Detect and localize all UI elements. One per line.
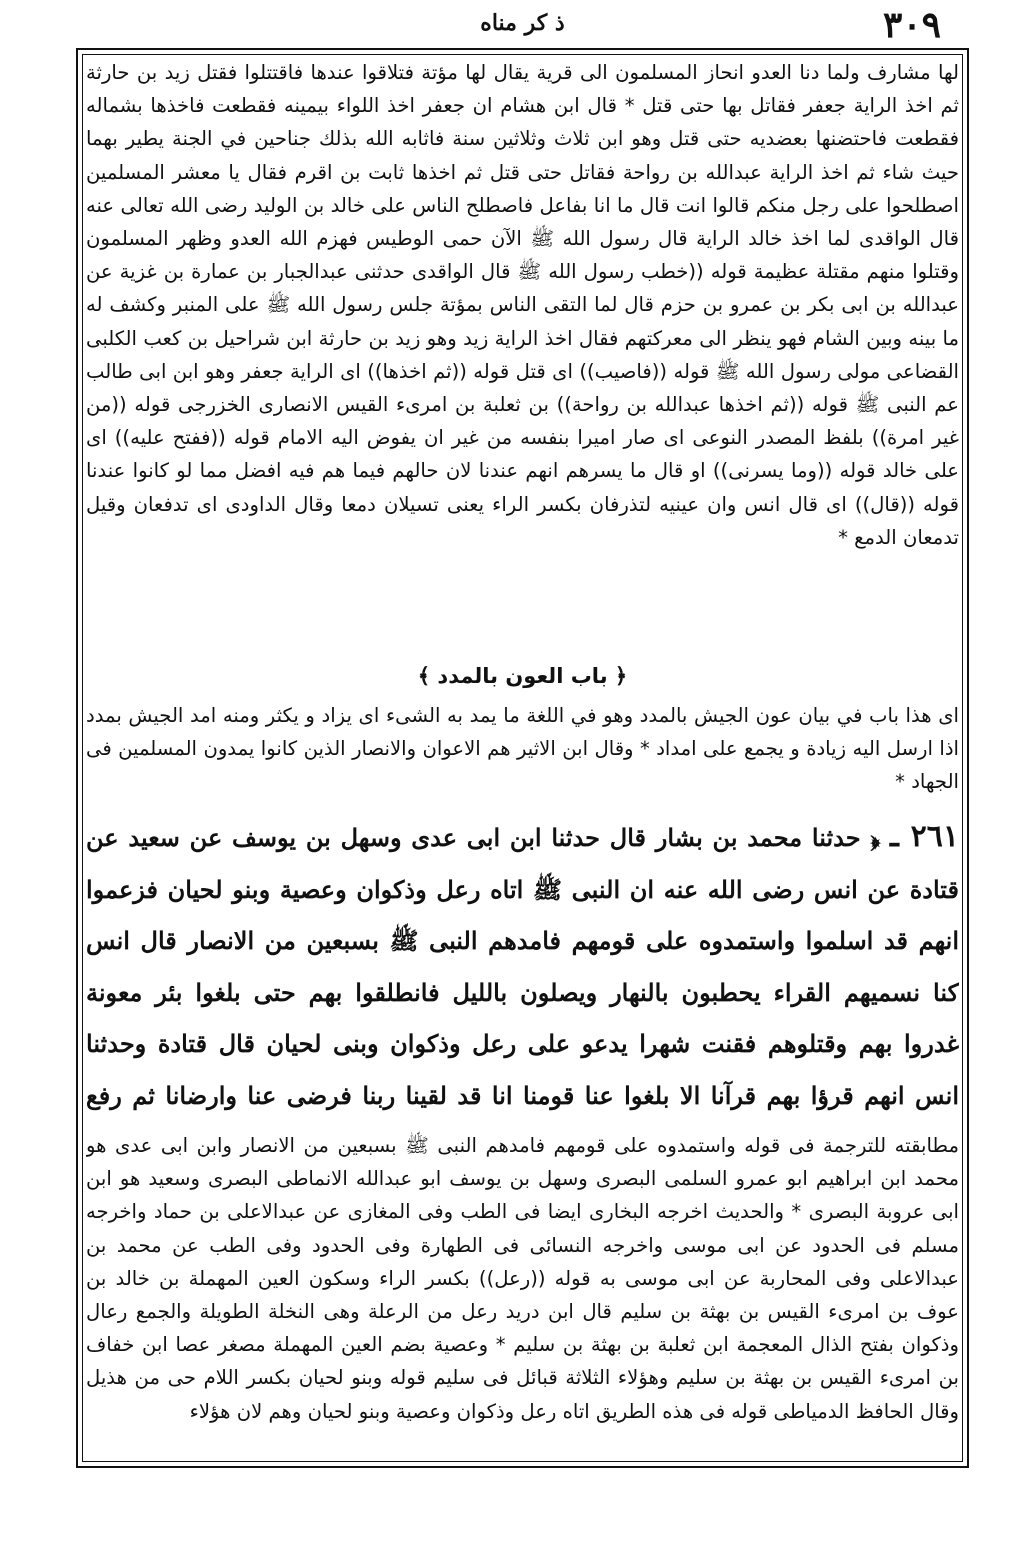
- hadith-number: ٢٦١ ـ: [889, 819, 959, 854]
- chapter-title: ﴿ باب العون بالمدد ﴾: [417, 664, 628, 688]
- page-number: ٣٠٩: [882, 4, 941, 46]
- commentary-paragraph-1: لها مشارف ولما دنا العدو انحاز المسلمون الى قرية يقال لها مؤتة فتلاقوا عندها فاقتتلوا فقتل زيد بن حارثة ثم اخذ الراية جعفر فقاتل بها حتى قتل * قال ابن هشام ان جعفر اخذ اللواء بيمينه فقطعت فاخذها بشماله فقطعت فاحتضنها بعضديه حتى قتل وهو ابن ثلاث وثلاثين سنة فاثابه الله بذلك جناحين في الجنة يطير بهما حيث شاء ثم اخذ الراية عبدالله بن رواحة فقاتل حتى قتل ثم اخذها ثابت بن اقرم فقال يا معشر المسلمين اصطلحوا على رجل منكم قالوا انت قال ما انا بفاعل فاصطلح الناس على خالد بن الوليد رضى الله تعالى عنه قال الواقدى لما اخذ خالد الراية قال رسول الله ﷺ الآن حمى الوطيس فهزم الله العدو وظهر المسلمون وقتلوا منهم مقتلة عظيمة قوله ((خطب رسول الله ﷺ قال الواقدى حدثنى عبدالجبار بن عمارة بن غزية عن عبدالله بن ابى بكر بن عمرو بن حزم قال لما التقى الناس بمؤتة جلس رسول الله ﷺ على المنبر وكشف له ما بينه وبين الشام فهو ينظر الى معركتهم فقال اخذ الراية زيد وهو زيد بن حارثة ابن شراحيل بن كعب الكلبى القضاعى مولى رسول الله ﷺ قوله ((فاصيب)) اى قتل قوله ((ثم اخذها)) اى الراية جعفر وهو ابن ابى طالب عم النبى ﷺ قوله ((ثم اخذها عبدالله بن رواحة)) بن ثعلبة بن امرىء القيس الانصارى الخزرجى قوله ((من غير امرة)) بلفظ المصدر النوعى اى صار اميرا بنفسه من غير ان يفوض اليه الامام قوله ((ففتح عليه)) اى على خالد قوله ((وما يسرنى)) او قال ما يسرهم انهم عندنا لان حالهم فيما هم فيه افضل مما لو كانوا عندنا قوله ((قال)) اى قال انس وان عينيه لتذرفان بكسر الراء يعنى تسيلان دمعا وقال الداودى اى تدفعان وقيل تدمعان الدمع *: [86, 61, 959, 549]
- commentary-paragraph-2: مطابقته للترجمة فى قوله واستمدوه على قومهم فامدهم النبى ﷺ بسبعين من الانصار وابن ابى عدى هو محمد ابن ابراهيم ابو عمرو السلمى البصرى وسهل بن يوسف ابو عبدالله الانماطى البصرى وسعيد هو ابن ابى عروبة البصرى * والحديث اخرجه البخارى ايضا فى الطب وفى المغازى عن عبدالاعلى بن حماد واخرجه مسلم فى الحدود عن ابى موسى واخرجه النسائى فى الطهارة وفى الحدود وفى الطب عن محمد بن عبدالاعلى وفى المحاربة عن ابى موسى به قوله ((رعل)) بكسر الراء وسكون العين المهملة بن خالد بن عوف بن امرىء القيس بن بهثة بن سليم قال ابن دريد رعل من الرعلة وهى النخلة الطويلة والجمع رعال وذكوان بفتح الذال المعجمة ابن ثعلبة بن بهثة بن سليم * وعصية بضم العين المهملة مصغر عصا ابن خفاف بن امرىء القيس بن بهثة بن سليم وهؤلاء الثلاثة قبائل فى سليم قوله وبنو لحيان بكسر اللام حى من هذيل وقال الحافظ الدمياطى قوله فى هذه الطريق اتاه رعل وذكوان وعصية وبنو لحيان وهم لان هؤلاء: [86, 1134, 959, 1423]
- page-header: [76, 0, 969, 48]
- hadith-text: ﴿ حدثنا محمد بن بشار قال حدثنا ابن ابى عدى وسهل بن يوسف عن سعيد عن قتادة عن انس رضى الله عنه ان النبى ﷺ اتاه رعل وذكوان وعصية وبنو لحيان فزعموا انهم قد اسلموا واستمدوه على قومهم فامدهم النبى ﷺ بسبعين من الانصار قال انس كنا نسميهم القراء يحطبون بالنهار ويصلون بالليل فانطلقوا بهم حتى بلغوا بئر معونة غدروا بهم وقتلوهم فقنت شهرا يدعو على رعل وذكوان وبنى لحيان قال قتادة وحدثنا انس انهم قرؤا بهم قرآنا الا بلغوا عنا قومنا انا قد لقينا ربنا فرضى عنا وارضانا ثم رفع: [86, 823, 959, 1110]
- page-body: [86, 56, 959, 1460]
- chapter-intro-paragraph: اى هذا باب في بيان عون الجيش بالمدد وهو في اللغة ما يمد به الشىء اى يزاد و يكثر ومنه امد الجيش بمدد اذا ارسل اليه زيادة و يجمع على امداد * وقال ابن الاثير هم الاعوان والانصار الذين كانوا يمدون المسلمين فى الجهاد *: [86, 704, 959, 794]
- running-title: ذ كر مناه: [480, 10, 565, 36]
- hadith-text-block: [86, 811, 959, 1123]
